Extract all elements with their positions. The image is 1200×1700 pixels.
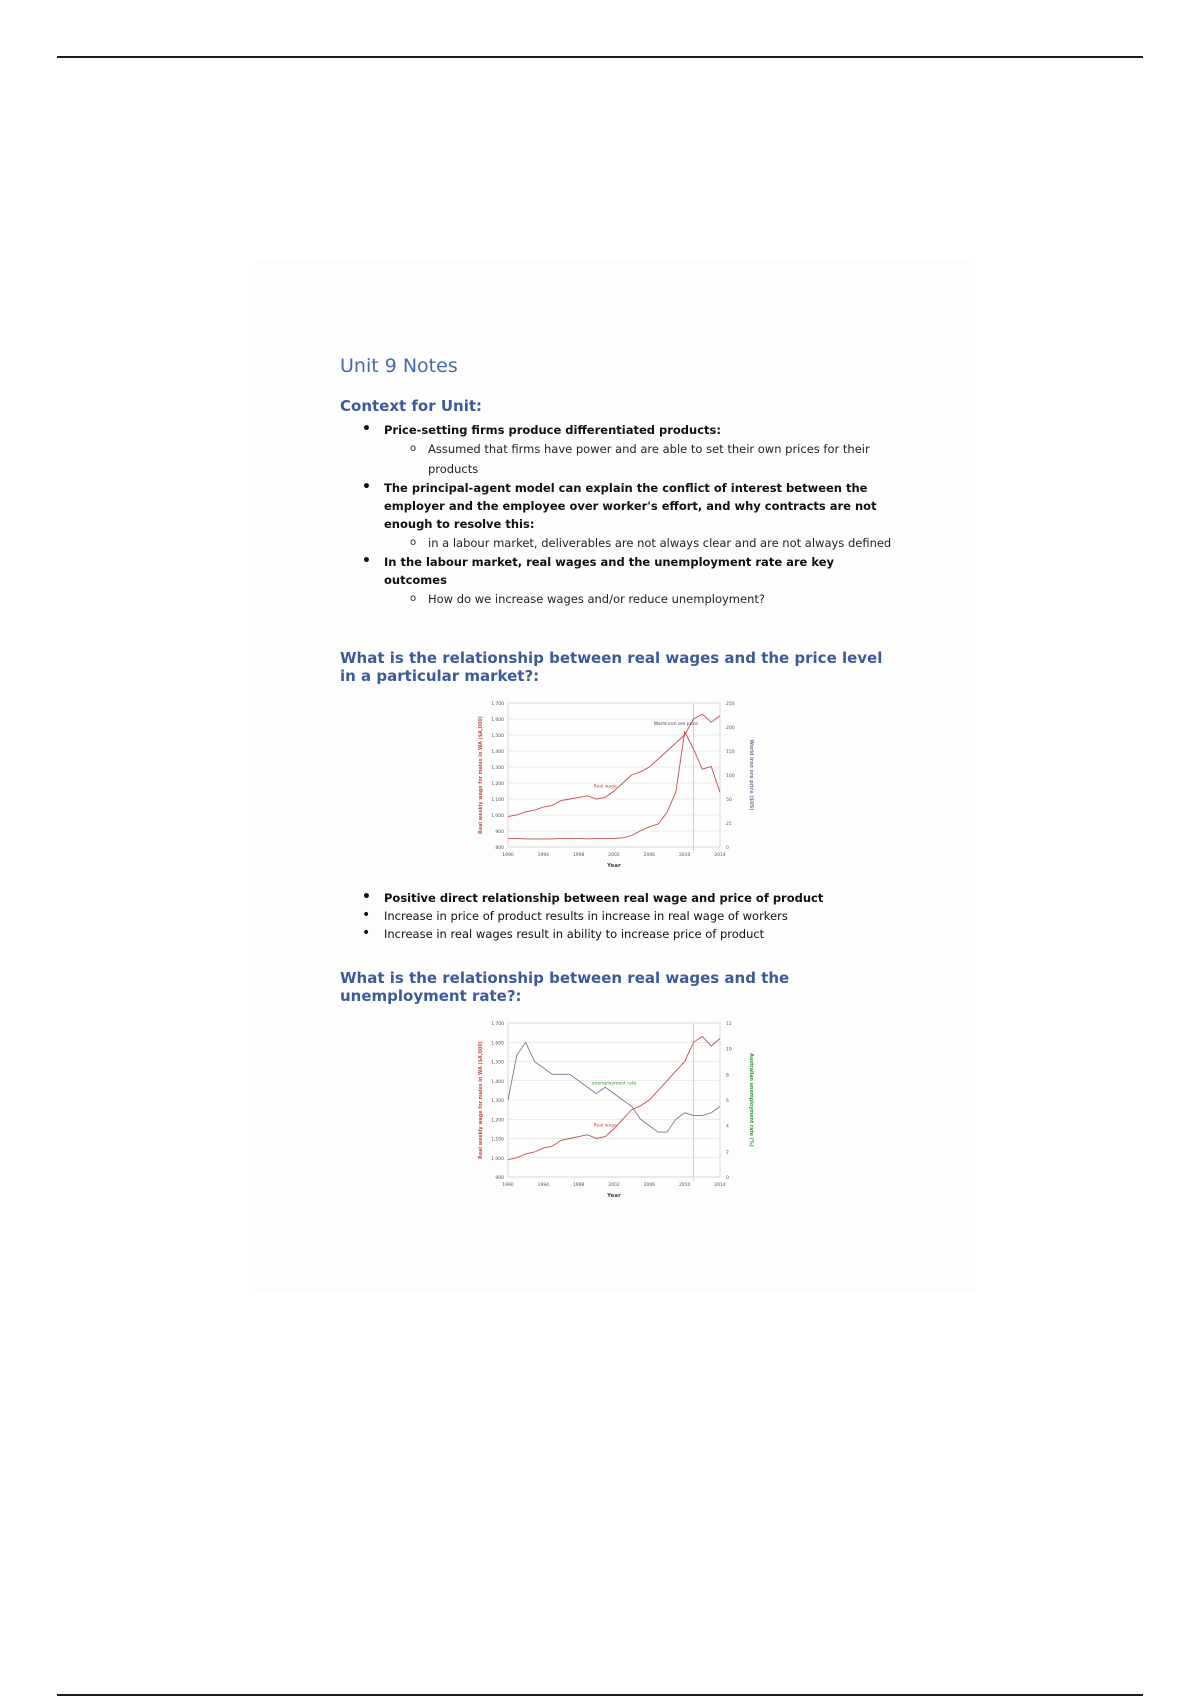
list-item: • Increase in real wages result in ability to increase price of product (340, 925, 900, 943)
list-item (340, 553, 900, 609)
y-axis-label: Real weekly wage for males in WA ($A,000) (479, 1041, 484, 1159)
y-tick-label: 1,200 (491, 782, 504, 787)
series-label: unemployment rate (591, 1081, 637, 1087)
y-tick-label: 1,200 (491, 1118, 504, 1124)
list-item: • Positive direct relationship between real wage and price of product (340, 889, 900, 907)
context-list (340, 421, 900, 609)
y-tick-label: 1,500 (491, 734, 504, 739)
x-tick-label: 2010 (678, 853, 691, 858)
y-tick-label: 1,400 (491, 1079, 504, 1085)
y-tick-label: 1,100 (491, 798, 504, 803)
y-tick-label: 1,000 (491, 814, 504, 819)
list-item-text: Price-setting firms produce differentiated products: (384, 423, 721, 437)
series-line (508, 714, 720, 816)
x-tick-label: 2006 (643, 1183, 656, 1188)
x-tick-label: 2006 (643, 853, 656, 858)
y-right-axis-label: World iron ore price ($US) (748, 739, 753, 811)
x-tick-label: 2014 (714, 853, 726, 858)
document-content (340, 355, 900, 1209)
y-right-tick-label: 0 (726, 846, 729, 851)
x-tick-label: 1990 (502, 853, 514, 858)
y-tick-label: 1,700 (491, 702, 504, 707)
y-tick-label: 900 (495, 1176, 504, 1181)
y-right-tick-label: 200 (726, 726, 735, 731)
y-right-tick-label: 150 (726, 750, 735, 755)
x-tick-label: 1994 (537, 853, 550, 858)
y-right-tick-label: 8 (726, 1073, 729, 1079)
x-tick-label: 1990 (502, 1183, 514, 1188)
x-axis-label: Year (607, 863, 621, 869)
y-tick-label: 1,600 (491, 718, 504, 723)
x-tick-label: 1994 (537, 1183, 550, 1188)
x-axis-label: Year (607, 1193, 621, 1199)
y-tick-label: 800 (495, 846, 504, 851)
sub-list-item: o in a labour market, deliverables are not always clear and are not always defined (384, 533, 900, 553)
list-item-text: In the labour market, real wages and the unemployment rate are key outcomes (384, 555, 834, 587)
y-right-tick-label: 6 (726, 1099, 729, 1104)
series-line (508, 1042, 720, 1132)
series-line (508, 1037, 720, 1160)
section-price-heading: What is the relationship between real wages and the price level in a particular market?: (340, 649, 883, 685)
y-right-tick-label: 100 (726, 774, 735, 779)
y-right-tick-label: 10 (726, 1047, 732, 1053)
y-tick-label: 1,600 (491, 1041, 504, 1047)
y-right-tick-label: 4 (726, 1124, 729, 1130)
wage-price-chart (460, 695, 760, 875)
y-tick-label: 1,300 (491, 766, 504, 771)
x-tick-label: 2010 (678, 1183, 691, 1188)
y-tick-label: 1,000 (491, 1156, 504, 1162)
y-right-tick-label: 50 (726, 798, 732, 803)
y-right-axis-label: Australian unemployment rate (%) (748, 1053, 753, 1147)
document-title: Unit 9 Notes (340, 355, 458, 377)
wage-unemployment-chart-svg (460, 1015, 760, 1205)
x-tick-label: 1998 (572, 1183, 585, 1188)
x-tick-label: 2002 (608, 853, 620, 858)
wage-unemployment-chart (460, 1015, 760, 1199)
y-tick-label: 1,100 (491, 1137, 504, 1143)
y-axis-label: Real weekly wage for males in WA ($A,000) (479, 716, 484, 834)
footer-rule (57, 1694, 1143, 1696)
x-tick-label: 1998 (572, 853, 585, 858)
y-right-tick-label: 12 (726, 1022, 732, 1027)
list-item (340, 479, 900, 553)
list-item: • Increase in price of product results in increase in real wage of workers (340, 907, 900, 925)
y-tick-label: 1,500 (491, 1060, 504, 1066)
y-right-tick-label: 250 (726, 702, 735, 707)
sub-list-item: o Assumed that firms have power and are able to set their own prices for their products (384, 439, 900, 479)
x-tick-label: 2002 (608, 1183, 620, 1188)
y-tick-label: 1,700 (491, 1022, 504, 1027)
x-tick-label: 2014 (714, 1183, 726, 1188)
list-item (340, 421, 900, 479)
section-unemployment-heading: What is the relationship between real wages and the unemployment rate?: (340, 969, 790, 1005)
y-right-tick-label: 0 (726, 1176, 729, 1181)
sub-list-item: o How do we increase wages and/or reduce unemployment? (384, 589, 900, 609)
y-tick-label: 1,400 (491, 750, 504, 755)
y-right-tick-label: 2 (726, 1150, 729, 1156)
wage-price-chart-svg (460, 695, 760, 875)
list-item-text: The principal-agent model can explain the conflict of interest between the employer and the employee over worker's effort, and why contracts are not enough to resolve this: (384, 481, 877, 531)
series-label: Real wage (593, 784, 617, 790)
y-tick-label: 900 (495, 830, 504, 835)
series-label: World iron ore price (653, 722, 698, 727)
header-rule (57, 56, 1143, 58)
price-bullets (340, 889, 900, 943)
y-right-tick-label: 25 (726, 822, 732, 827)
y-tick-label: 1,300 (491, 1099, 504, 1104)
section-context-heading: Context for Unit: (340, 397, 483, 415)
series-label: Real wage (593, 1123, 617, 1129)
